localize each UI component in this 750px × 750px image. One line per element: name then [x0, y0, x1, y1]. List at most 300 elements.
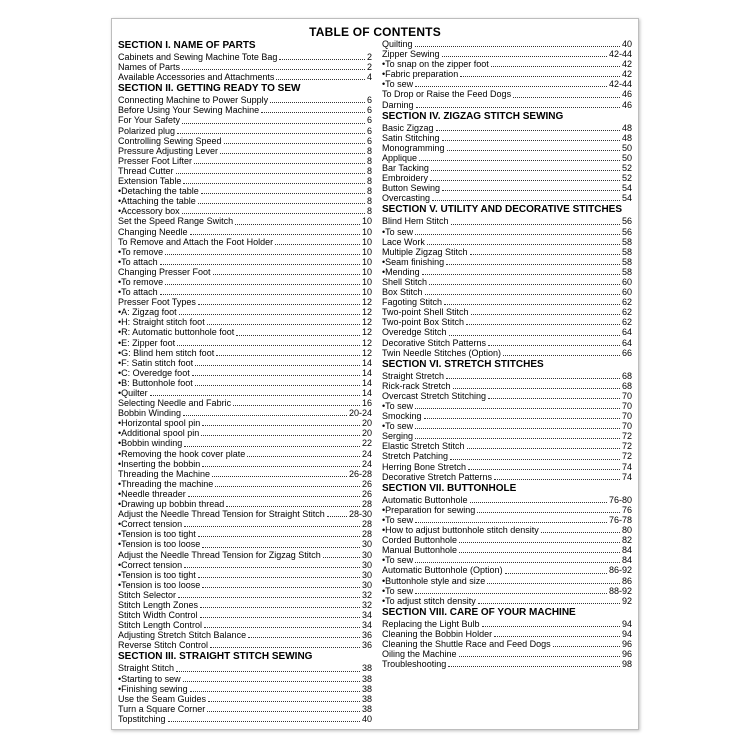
- dot-leader: [459, 656, 620, 657]
- entry-label: • Horizontal spool pin: [118, 418, 200, 428]
- dot-leader: [429, 284, 620, 285]
- dot-leader: [177, 133, 365, 134]
- toc-subentry: [118, 186, 372, 196]
- page-number: 12: [361, 297, 372, 308]
- page-number: 14: [361, 367, 372, 378]
- page-number: 28-30: [348, 509, 372, 520]
- page-number: 98: [621, 659, 632, 670]
- page-number: 62: [621, 317, 632, 328]
- entry-label: Satin Stitching: [382, 132, 440, 143]
- toc-subentry: [118, 560, 372, 570]
- dot-leader: [419, 160, 620, 161]
- toc-subentry: [118, 418, 372, 428]
- entry-label: Lace Work: [382, 236, 425, 247]
- dot-leader: [198, 304, 360, 305]
- toc-entry: [118, 62, 372, 72]
- entry-label: • Threading the machine: [118, 479, 213, 489]
- dot-leader: [415, 408, 620, 409]
- entry-label: Presser Foot Lifter: [118, 155, 193, 166]
- toc-entry: [382, 565, 632, 575]
- toc-entry: [382, 133, 632, 143]
- page-number: 64: [621, 327, 632, 338]
- entry-label: Changing Needle: [118, 226, 188, 237]
- entry-label: • Additional spool pin: [118, 428, 199, 438]
- entry-label: Box Stitch: [382, 287, 423, 298]
- dot-leader: [183, 681, 360, 682]
- entry-label: Automatic Buttonhole: [382, 494, 468, 505]
- entry-label: Decorative Stretch Patterns: [382, 471, 493, 482]
- page-number: 96: [621, 638, 632, 649]
- entry-label: • G: Blind hem stitch foot: [118, 348, 214, 358]
- page-number: 28: [361, 519, 372, 530]
- page-number: 82: [621, 535, 632, 546]
- entry-label: For Your Safety: [118, 115, 181, 126]
- entry-label: • Fabric preparation: [382, 69, 458, 79]
- entry-label: Shell Stitch: [382, 276, 428, 287]
- dot-leader: [494, 636, 620, 637]
- toc-subentry: [118, 196, 372, 206]
- toc-entry: [118, 714, 372, 724]
- dot-leader: [202, 587, 360, 588]
- toc-entry: [382, 348, 632, 358]
- page-number: 14: [361, 377, 372, 388]
- toc-subentry: [382, 227, 632, 237]
- page-number: 58: [621, 266, 632, 277]
- dot-leader: [188, 496, 360, 497]
- toc-subentry: [382, 401, 632, 411]
- toc-entry: [118, 590, 372, 600]
- toc-subentry: [382, 421, 632, 431]
- page-number: 26: [361, 488, 372, 499]
- page-number: 10: [361, 226, 372, 237]
- toc-entry: [118, 95, 372, 105]
- dot-leader: [431, 170, 620, 171]
- toc-right-column: [382, 39, 632, 669]
- entry-label: To Remove and Attach the Foot Holder: [118, 236, 274, 247]
- dot-leader: [446, 264, 620, 265]
- entry-label: Overcast Stretch Stitching: [382, 390, 487, 401]
- dot-leader: [448, 666, 620, 667]
- page-number: 64: [621, 337, 632, 348]
- entry-label: • H: Straight stitch foot: [118, 317, 205, 327]
- page-number: 30: [361, 559, 372, 570]
- page-number: 2: [366, 52, 372, 62]
- page-number: 20-24: [348, 408, 372, 419]
- dot-leader: [201, 193, 365, 194]
- dot-leader: [210, 647, 360, 648]
- page-number: 14: [361, 388, 372, 398]
- toc-entry: [118, 297, 372, 307]
- dot-leader: [236, 335, 360, 336]
- page-number: 76-80: [608, 494, 632, 505]
- entry-label: • F: Satin stitch foot: [118, 358, 193, 368]
- entry-label: Extension Table: [118, 176, 182, 187]
- entry-label: • Correct tension: [118, 560, 182, 570]
- entry-label: Monogramming: [382, 142, 445, 153]
- dot-leader: [424, 418, 620, 419]
- entry-label: Stitch Selector: [118, 589, 177, 600]
- entry-label: Oiling the Machine: [382, 649, 457, 660]
- entry-label: Stitch Length Control: [118, 620, 203, 631]
- entry-label: • Starting to sew: [118, 674, 181, 684]
- entry-label: Changing Presser Foot: [118, 266, 211, 277]
- toc-entry: [382, 307, 632, 317]
- dot-leader: [459, 552, 620, 553]
- page-number: 12: [361, 327, 372, 338]
- dot-leader: [182, 213, 365, 214]
- entry-label: • Tension is too tight: [118, 529, 196, 539]
- dot-leader: [415, 86, 607, 87]
- dot-leader: [491, 66, 620, 67]
- toc-entry: [118, 52, 372, 62]
- page-number: 56: [621, 216, 632, 227]
- dot-leader: [224, 143, 365, 144]
- toc-entry: [118, 408, 372, 418]
- dot-leader: [467, 448, 620, 449]
- toc-entry: [382, 247, 632, 257]
- dot-leader: [176, 671, 360, 672]
- entry-label: Straight Stretch: [382, 370, 445, 381]
- toc-left-column: [118, 39, 372, 724]
- dot-leader: [202, 547, 360, 548]
- dot-leader: [150, 395, 360, 396]
- toc-subentry: [118, 428, 372, 438]
- entry-label: Cleaning the Shuttle Race and Feed Dogs: [382, 638, 551, 649]
- toc-subentry: [118, 388, 372, 398]
- dot-leader: [427, 244, 620, 245]
- dot-leader: [178, 597, 360, 598]
- entry-label: Decorative Stitch Patterns: [382, 337, 487, 348]
- toc-subentry: [382, 576, 632, 586]
- entry-label: • B: Buttonhole foot: [118, 378, 193, 388]
- page-number: 34: [361, 620, 372, 631]
- page-number: 38: [361, 663, 372, 674]
- entry-label: Use the Seam Guides: [118, 693, 207, 704]
- page-number: 14: [361, 357, 372, 368]
- toc-entry: [382, 431, 632, 441]
- toc-subentry: [118, 479, 372, 489]
- entry-label: Applique: [382, 152, 418, 163]
- page-number: 48: [621, 122, 632, 133]
- entry-label: Overedge Stitch: [382, 327, 447, 338]
- dot-leader: [270, 102, 365, 103]
- entry-label: Rick-rack Stretch: [382, 380, 451, 391]
- entry-label: Straight Stitch: [118, 663, 175, 674]
- dot-leader: [160, 294, 360, 295]
- entry-label: Cabinets and Sewing Machine Tote Bag: [118, 52, 278, 62]
- entry-label: Available Accessories and Attachments: [118, 72, 275, 83]
- dot-leader: [200, 607, 360, 608]
- entry-label: • To sew: [382, 401, 413, 411]
- page-number: 10: [361, 216, 372, 227]
- page-number: 74: [621, 461, 632, 472]
- page-number: 86-92: [608, 565, 632, 576]
- toc-entry: [382, 338, 632, 348]
- toc-entry: [118, 136, 372, 146]
- entry-label: Names of Parts: [118, 62, 181, 73]
- entry-label: Presser Foot Types: [118, 297, 196, 308]
- dot-leader: [449, 335, 620, 336]
- dot-leader: [190, 691, 360, 692]
- dot-leader: [182, 69, 365, 70]
- section-heading: SECTION V. UTILITY AND DECORATIVE STITCHES: [382, 204, 623, 216]
- page-number: 84: [621, 545, 632, 556]
- page-number: 20: [361, 428, 372, 439]
- page-number: 32: [361, 589, 372, 600]
- dot-leader: [470, 254, 620, 255]
- toc-entry: [118, 237, 372, 247]
- toc-entry: [382, 49, 632, 59]
- toc-subentry: [118, 247, 372, 257]
- toc-subentry: [382, 257, 632, 267]
- dot-leader: [204, 627, 360, 628]
- page-number: 36: [361, 640, 372, 651]
- page-number: 68: [621, 370, 632, 381]
- page-number: 62: [621, 297, 632, 308]
- dot-leader: [471, 314, 620, 315]
- toc-entry: [382, 153, 632, 163]
- toc-entry: [118, 550, 372, 560]
- dot-leader: [190, 234, 360, 235]
- entry-label: • Buttonhole style and size: [382, 576, 485, 586]
- dot-leader: [466, 324, 620, 325]
- toc-entry: [382, 327, 632, 337]
- toc-subentry: [118, 277, 372, 287]
- page-number: 30: [361, 579, 372, 590]
- page-number: 8: [366, 176, 372, 187]
- toc-entry: [382, 100, 632, 110]
- dot-leader: [425, 294, 620, 295]
- page-number: 26: [361, 478, 372, 489]
- entry-label: Topstitching: [118, 713, 166, 724]
- toc-entry: [118, 72, 372, 82]
- toc-subentry: [118, 368, 372, 378]
- page-number: 70: [621, 411, 632, 422]
- toc-subentry: [118, 539, 372, 549]
- dot-leader: [207, 324, 360, 325]
- dot-leader: [494, 479, 620, 480]
- page-number: 6: [366, 125, 372, 136]
- toc-subentry: [118, 348, 372, 358]
- toc-entry: [382, 411, 632, 421]
- page-number: 2: [366, 62, 372, 73]
- entry-label: • Mending: [382, 267, 420, 277]
- page-number: 94: [621, 628, 632, 639]
- page-number: 42: [621, 69, 632, 80]
- toc-subentry: [118, 684, 372, 694]
- dot-leader: [447, 150, 620, 151]
- dot-leader: [208, 701, 360, 702]
- entry-label: Two-point Shell Stitch: [382, 307, 469, 318]
- page-number: 40: [361, 713, 372, 724]
- toc-entry: [118, 640, 372, 650]
- entry-label: • Tension is too loose: [118, 580, 200, 590]
- page-number: 66: [621, 347, 632, 358]
- entry-label: Multiple Zigzag Stitch: [382, 246, 468, 257]
- page-number: 8: [366, 145, 372, 156]
- entry-label: Selecting Needle and Fabric: [118, 398, 232, 409]
- page-number: 32: [361, 599, 372, 610]
- toc-entry: [118, 267, 372, 277]
- toc-subentry: [382, 596, 632, 606]
- page-number: 8: [366, 186, 372, 197]
- page-number: 24: [361, 458, 372, 469]
- toc-entry: [382, 649, 632, 659]
- toc-entry: [118, 216, 372, 226]
- page-number: 12: [361, 317, 372, 328]
- dot-leader: [422, 274, 620, 275]
- entry-label: Adjust the Needle Thread Tension for Straight Stitch: [118, 509, 325, 520]
- page-number: 22: [361, 438, 372, 449]
- entry-label: • A: Zigzag foot: [118, 307, 177, 317]
- dot-leader: [415, 428, 620, 429]
- toc-entry: [118, 630, 372, 640]
- dot-leader: [323, 557, 360, 558]
- dot-leader: [444, 304, 620, 305]
- entry-label: • Inserting the bobbin: [118, 459, 200, 469]
- toc-subentry: [118, 580, 372, 590]
- page-number: 88-92: [608, 585, 632, 596]
- toc-entry: [118, 156, 372, 166]
- toc-subentry: [118, 674, 372, 684]
- entry-label: Quilting: [382, 39, 413, 49]
- page-number: 86: [621, 575, 632, 586]
- toc-entry: [382, 462, 632, 472]
- page-number: 28: [361, 529, 372, 540]
- dot-leader: [453, 388, 620, 389]
- manual-page: [111, 18, 639, 730]
- toc-subentry: [118, 489, 372, 499]
- page-number: 30: [361, 539, 372, 550]
- entry-label: To Drop or Raise the Feed Dogs: [382, 89, 512, 100]
- toc-entry: [382, 163, 632, 173]
- page-number: 30: [361, 549, 372, 560]
- toc-subentry: [118, 519, 372, 529]
- entry-label: Adjusting Stretch Stitch Balance: [118, 630, 247, 641]
- dot-leader: [505, 573, 607, 574]
- page-number: 42-44: [608, 49, 632, 60]
- entry-label: Embroidery: [382, 173, 429, 184]
- section-heading: SECTION VIII. CARE OF YOUR MACHINE: [382, 606, 576, 618]
- dot-leader: [276, 79, 365, 80]
- entry-label: Button Sewing: [382, 183, 441, 194]
- toc-entry: [382, 391, 632, 401]
- dot-leader: [233, 405, 360, 406]
- toc-entry: [382, 193, 632, 203]
- page-number: 70: [621, 421, 632, 432]
- dot-leader: [415, 46, 620, 47]
- entry-label: • Tension is too loose: [118, 539, 200, 549]
- page-number: 96: [621, 649, 632, 660]
- entry-label: • Removing the hook cover plate: [118, 449, 245, 459]
- toc-entry: [382, 659, 632, 669]
- entry-label: Adjust the Needle Thread Tension for Zigzag Stitch: [118, 549, 321, 560]
- toc-entry: [382, 183, 632, 193]
- entry-label: • Attaching the table: [118, 196, 196, 206]
- entry-label: Bar Tacking: [382, 163, 429, 174]
- entry-label: Before Using Your Sewing Machine: [118, 105, 260, 116]
- section-heading: SECTION II. GETTING READY TO SEW: [118, 83, 301, 95]
- toc-subentry: [382, 525, 632, 535]
- dot-leader: [207, 711, 360, 712]
- entry-label: • To adjust stitch density: [382, 596, 476, 606]
- toc-entry: [118, 146, 372, 156]
- dot-leader: [194, 163, 365, 164]
- page-number: 8: [366, 196, 372, 207]
- page-number: 10: [361, 256, 372, 267]
- toc-entry: [382, 123, 632, 133]
- dot-leader: [184, 567, 360, 568]
- dot-leader: [247, 456, 360, 457]
- entry-label: Blind Hem Stitch: [382, 216, 449, 227]
- page-number: 16: [361, 398, 372, 409]
- entry-label: Smocking: [382, 411, 422, 422]
- page-number: 10: [361, 246, 372, 257]
- entry-label: • Needle threader: [118, 489, 186, 499]
- entry-label: • To sew: [382, 79, 413, 89]
- entry-label: Turn a Square Corner: [118, 703, 206, 714]
- toc-entry: [382, 277, 632, 287]
- entry-label: Stitch Width Control: [118, 610, 198, 621]
- entry-label: Automatic Buttonhole (Option): [382, 565, 503, 576]
- page-number: 56: [621, 226, 632, 237]
- toc-subentry: [118, 287, 372, 297]
- dot-leader: [195, 385, 360, 386]
- entry-label: • Drawing up bobbin thread: [118, 499, 224, 509]
- dot-leader: [184, 526, 360, 527]
- entry-label: • Bobbin winding: [118, 438, 182, 448]
- toc-entry: [382, 381, 632, 391]
- dot-leader: [487, 583, 620, 584]
- entry-label: Set the Speed Range Switch: [118, 216, 234, 227]
- toc-subentry: [118, 459, 372, 469]
- dot-leader: [261, 112, 365, 113]
- toc-entry: [382, 143, 632, 153]
- entry-label: • To sew: [382, 515, 413, 525]
- page-number: 30: [361, 569, 372, 580]
- page-number: 94: [621, 618, 632, 629]
- page-number: 46: [621, 89, 632, 100]
- page-number: 40: [621, 39, 632, 49]
- entry-label: • Finishing sewing: [118, 684, 188, 694]
- dot-leader: [541, 532, 620, 533]
- dot-leader: [192, 375, 360, 376]
- entry-label: Manual Buttonhole: [382, 545, 458, 556]
- dot-leader: [212, 476, 347, 477]
- toc-subentry: [382, 586, 632, 596]
- entry-label: • To sew: [382, 421, 413, 431]
- page-number: 10: [361, 236, 372, 247]
- toc-entry: [382, 451, 632, 461]
- toc-entry: [382, 237, 632, 247]
- entry-label: • Correct tension: [118, 519, 182, 529]
- toc-entry: [118, 663, 372, 673]
- toc-subentry: [382, 69, 632, 79]
- page-number: 12: [361, 337, 372, 348]
- entry-label: Herring Bone Stretch: [382, 461, 467, 472]
- page-number: 38: [361, 703, 372, 714]
- toc-entry: [118, 704, 372, 714]
- dot-leader: [215, 486, 360, 487]
- dot-leader: [195, 365, 360, 366]
- page-number: 26-28: [348, 468, 372, 479]
- toc-entry: [382, 216, 632, 226]
- entry-label: • E: Zipper foot: [118, 338, 175, 348]
- dot-leader: [442, 140, 620, 141]
- page-number: 84: [621, 555, 632, 566]
- dot-leader: [200, 617, 360, 618]
- dot-leader: [436, 130, 620, 131]
